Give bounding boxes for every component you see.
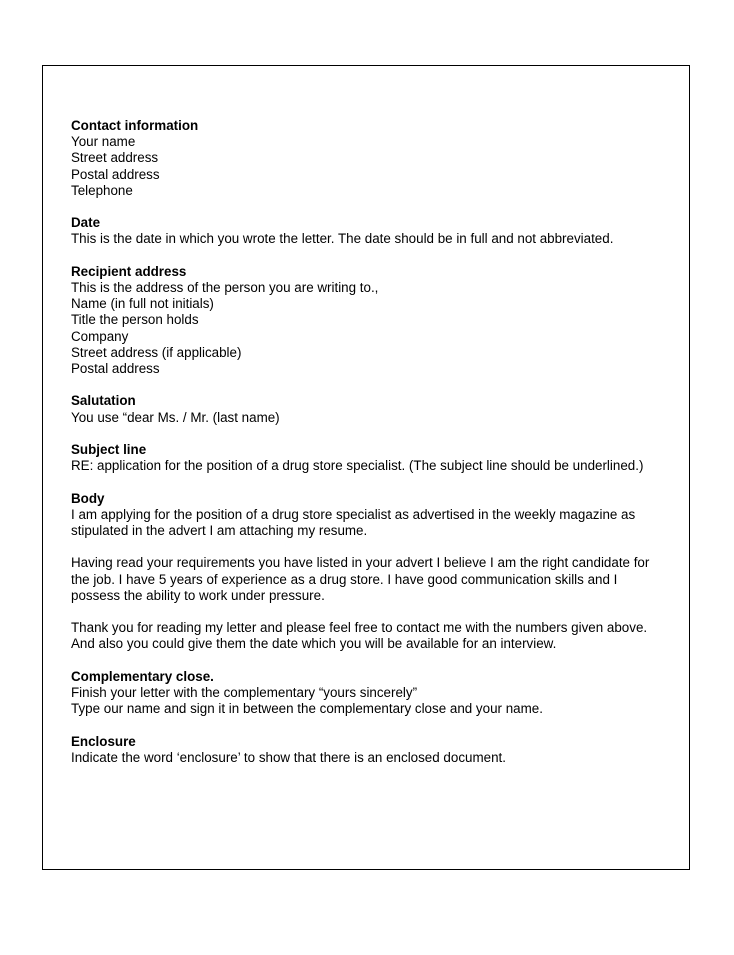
contact-section <box>71 118 683 199</box>
date-line: This is the date in which you wrote the letter. The date should be in full and not abbreviated. <box>71 231 614 247</box>
subject-line: RE: application for the position of a drug store specialist. (The subject line should be underlined.) <box>71 458 644 474</box>
date-heading: Date <box>71 215 101 231</box>
enclosure-heading: Enclosure <box>71 733 136 749</box>
body-line: And also you could give them the date which you will be available for an interview. <box>71 636 557 652</box>
body-paragraph <box>71 507 683 539</box>
close-section <box>71 669 683 718</box>
salutation-section <box>71 393 683 425</box>
body-line: I am applying for the position of a drug store specialist as advertised in the weekly magazine as <box>71 506 636 522</box>
body-line: Having read your requirements you have listed in your advert I believe I am the right candidate for <box>71 555 650 571</box>
enclosure-section <box>71 734 683 766</box>
date-section <box>71 215 683 247</box>
contact-heading: Contact information <box>71 118 199 133</box>
enclosure-line: Indicate the word ‘enclosure’ to show that there is an enclosed document. <box>71 749 506 765</box>
salutation-line: You use “dear Ms. / Mr. (last name) <box>71 409 280 425</box>
recipient-line: Name (in full not initials) <box>71 296 214 312</box>
recipient-section <box>71 264 683 377</box>
close-heading: Complementary close. <box>71 668 214 684</box>
recipient-line: This is the address of the person you are writing to., <box>71 280 379 295</box>
body-paragraph <box>71 620 683 652</box>
body-line: possess the ability to work under pressure. <box>71 587 325 603</box>
body-heading: Body <box>71 490 105 506</box>
recipient-line: Postal address <box>71 361 160 377</box>
body-section <box>71 491 683 653</box>
subject-heading: Subject line <box>71 442 147 457</box>
contact-line: Your name <box>71 134 136 150</box>
body-line: Thank you for reading my letter and please feel free to contact me with the numbers given above. <box>71 620 648 636</box>
body-line: stipulated in the advert I am attaching my resume. <box>71 523 368 538</box>
recipient-line: Street address (if applicable) <box>71 344 242 360</box>
contact-line: Postal address <box>71 166 160 182</box>
close-line: Type our name and sign it in between the complementary close and your name. <box>71 701 543 717</box>
salutation-heading: Salutation <box>71 393 136 409</box>
letter-content <box>71 118 683 782</box>
contact-line: Street address <box>71 150 159 166</box>
recipient-heading: Recipient address <box>71 263 187 279</box>
close-line: Finish your letter with the complementary “yours sincerely” <box>71 684 418 700</box>
recipient-line: Title the person holds <box>71 312 199 328</box>
contact-line: Telephone <box>71 182 133 198</box>
body-paragraph <box>71 555 683 604</box>
recipient-line: Company <box>71 328 129 344</box>
subject-section <box>71 442 683 474</box>
body-line: the job. I have 5 years of experience as a drug store. I have good communication skills and I <box>71 571 618 587</box>
